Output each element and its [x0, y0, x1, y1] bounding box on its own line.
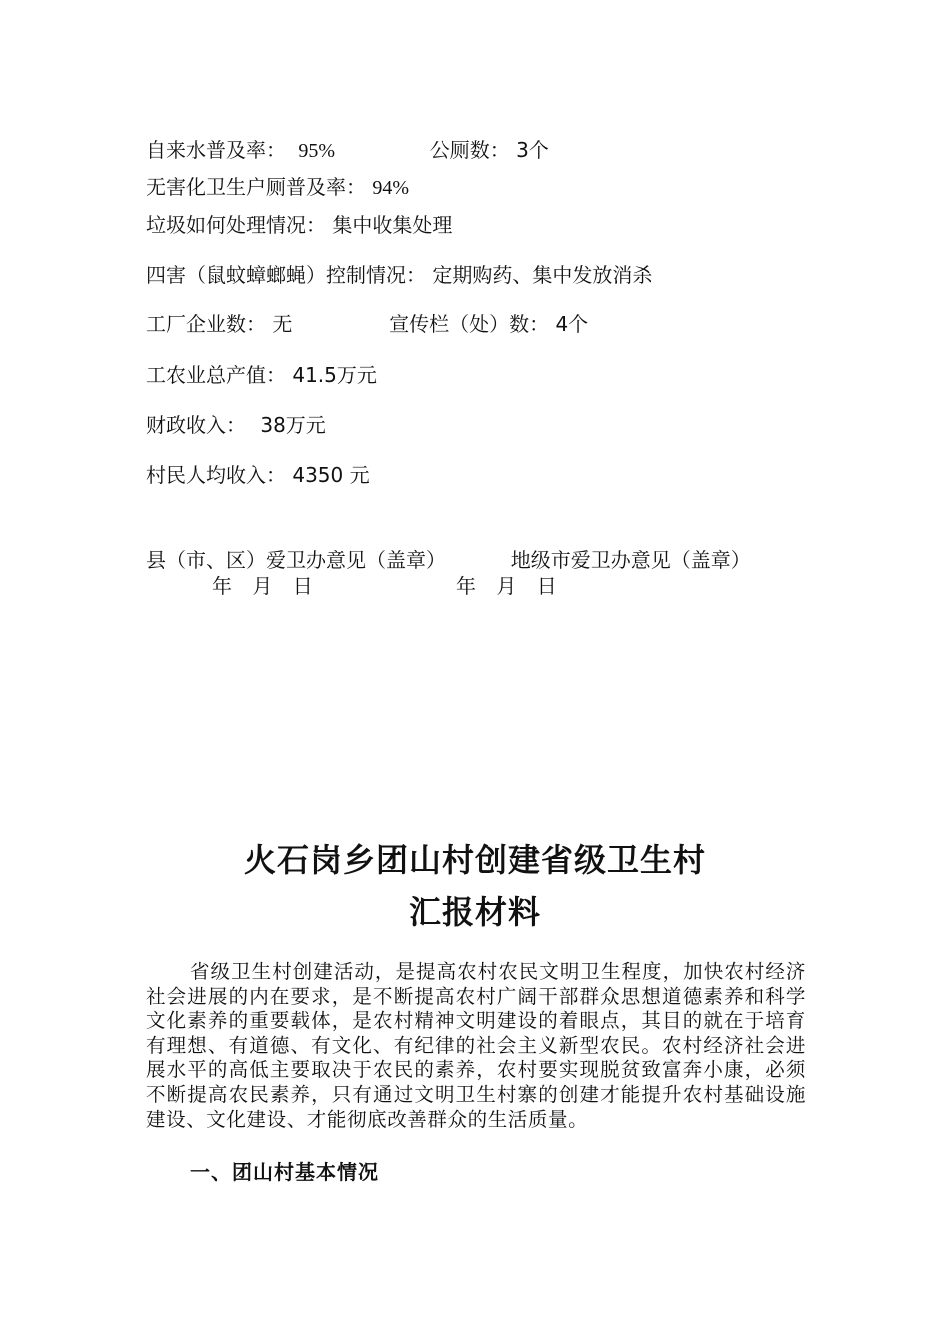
water-coverage-label: 自来水普及率： [146, 138, 286, 162]
signature-row [146, 548, 751, 572]
stat-row-water-toilet [146, 138, 549, 163]
stat-row-output [146, 363, 377, 387]
stat-row-pests [146, 263, 652, 287]
garbage-value: 集中收集处理 [332, 213, 453, 237]
board-count-value: 4个 [555, 312, 589, 336]
garbage-label: 垃圾如何处理情况： [146, 213, 326, 237]
factory-count-value: 无 [272, 312, 293, 336]
public-toilet-label: 公厕数： [429, 138, 510, 162]
sanitary-toilet-value: 94% [372, 177, 410, 199]
intro-paragraph: 省级卫生村创建活动，是提高农村农民文明卫生程度，加快农村经济社会进展的内在要求，是不断提高农村广阔干部群众思想道德素养和科学文化素养的重要载体，是农村精神文明建设的着眼点，其目的就在于培育有理想、有道德、有文化、有纪律的社会主义新型农民。农村经济社会进展水平的高低主要取决于农民的素养，农村要实现脱贫致富奔小康，必须不断提高农民素养，只有通过文明卫生村寨的创建才能提升农村基础设施建设、文化建设、才能彻底改善群众的生活质量。 [146, 960, 806, 1131]
public-toilet-value: 3个 [516, 138, 549, 162]
factory-count-label: 工厂企业数： [146, 312, 266, 336]
report-title-line1: 火石岗乡团山村创建省级卫生村 [243, 841, 706, 879]
report-title-line2: 汇报材料 [408, 893, 541, 931]
total-output-value: 41.5万元 [292, 363, 377, 387]
city-office-opinion-label: 地级市爱卫办意见（盖章） [510, 548, 751, 572]
pest-control-value: 定期购药、集中发放消杀 [432, 263, 653, 287]
sanitary-toilet-label: 无害化卫生户厕普及率： [146, 175, 366, 199]
city-date: 年 月 日 [456, 574, 557, 598]
water-coverage-value: 95% [298, 140, 336, 162]
per-capita-income-label: 村民人均收入： [146, 463, 286, 487]
county-date: 年 月 日 [212, 574, 313, 598]
stat-row-garbage [146, 213, 452, 237]
board-count-label: 宣传栏（处）数： [389, 312, 550, 336]
stat-row-sanitary [146, 175, 409, 200]
stat-row-factory-board [146, 312, 588, 336]
stat-row-income [146, 463, 370, 487]
pest-control-label: 四害（鼠蚊蟑螂蝇）控制情况： [146, 263, 426, 287]
per-capita-income-value: 4350 元 [292, 463, 370, 487]
total-output-label: 工农业总产值： [146, 363, 286, 387]
fiscal-revenue-label: 财政收入： [146, 413, 246, 437]
section-heading-basic-info: 一、团山村基本情况 [190, 1160, 379, 1184]
county-office-opinion-label: 县（市、区）爱卫办意见（盖章） [146, 548, 446, 572]
fiscal-revenue-value: 38万元 [260, 413, 326, 437]
stat-row-revenue [146, 413, 326, 437]
